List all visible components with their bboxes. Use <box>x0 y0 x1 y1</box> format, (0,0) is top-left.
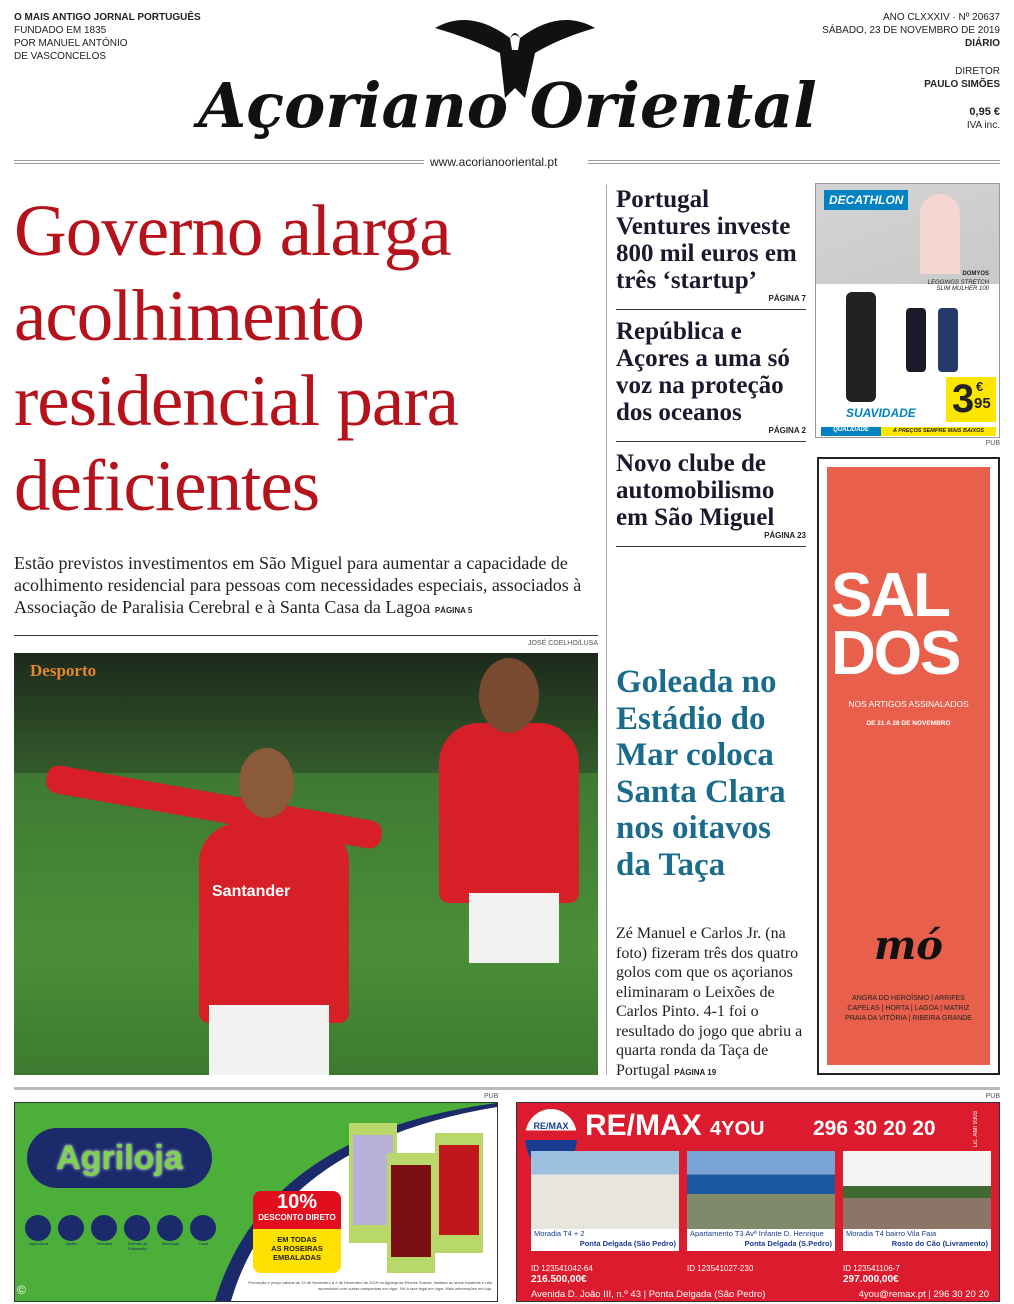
tax-note: IVA inc. <box>966 120 1000 131</box>
brief-3[interactable] <box>616 450 806 547</box>
page-ref: PÁGINA 23 <box>764 531 806 540</box>
issue-date: SÁBADO, 23 DE NOVEMBRO DE 2019 <box>822 25 1000 36</box>
rose-package <box>435 1133 483 1253</box>
summary-text: Estão previstos investimentos em São Miguel para aumentar a capacidade de acolhimento residencial para pessoas com necessidades especiais, associados à Associação de Paralisia Cerebral e à Santa Casa da Lagoa <box>14 553 582 617</box>
page-ref: PÁGINA 19 <box>674 1067 717 1077</box>
remax-brand: RE/MAX 4YOU <box>585 1109 765 1142</box>
saldos-panel <box>827 467 990 1065</box>
listing-id: ID 123541042-64 <box>531 1264 593 1273</box>
model-figure <box>920 194 960 274</box>
quality-bar: QUALIDADE <box>821 427 881 436</box>
section-label: Desporto <box>30 661 97 680</box>
header-left <box>14 11 201 63</box>
price-bar: A PREÇOS SEMPRE MAIS BAIXOS <box>881 427 996 436</box>
founded: FUNDADO EM 1835 <box>14 25 107 36</box>
director-label: DIRETOR <box>955 66 1000 77</box>
founder: DE VASCONCELOS <box>14 51 107 62</box>
player-shirt <box>439 723 579 903</box>
price: 0,95 € <box>969 106 1000 118</box>
decathlon-ad[interactable] <box>815 183 1000 438</box>
remax-contact[interactable]: 4you@remax.pt | 296 30 20 20 <box>858 1289 989 1300</box>
remax-balloon-logo: RE/MAX <box>525 1109 577 1171</box>
category-label: Jardim <box>65 1241 78 1246</box>
listing-card[interactable]: Moradia T4 bairro Vila Faia Rosto do Cão (Livramento) <box>843 1151 991 1251</box>
brief-headline: Novo clube de automobilismo em São Miguel <box>616 450 775 531</box>
saldos-dates: DE 21 A 28 DE NOVEMBRO <box>866 720 951 727</box>
divider <box>588 160 1000 164</box>
saldos-subtitle: NOS ARTIGOS ASSINALADOS <box>848 699 969 709</box>
saldos-ad[interactable] <box>817 457 1000 1075</box>
headline-line: acolhimento <box>14 275 364 356</box>
player-shirt <box>199 823 349 1023</box>
mo-logo: mó <box>873 922 943 969</box>
page-ref: PÁGINA 2 <box>768 426 806 435</box>
decathlon-logo: DECATHLON <box>824 190 908 210</box>
briefs-column <box>616 186 806 555</box>
divider <box>14 1087 1000 1090</box>
divider <box>14 635 598 636</box>
listing-price: 216.500,00€ <box>531 1274 587 1285</box>
listing-card[interactable]: Moradia T4 + 2 Ponta Delgada (São Pedro) <box>531 1151 679 1251</box>
director-name: PAULO SIMÕES <box>924 79 1000 90</box>
leggings-image <box>938 308 958 372</box>
category-label: Animais de Estimação <box>127 1241 148 1251</box>
leggings-image <box>906 308 926 372</box>
tagline: O MAIS ANTIGO JORNAL PORTUGUÊS <box>14 12 201 23</box>
brief-headline: República e Açores a uma só voz na proteção dos oceanos <box>616 318 790 426</box>
discount-badge: 10% DESCONTO DIRETO EM TODAS AS ROSEIRAS EMBALADAS <box>253 1191 341 1273</box>
slogan: SUAVIDADE <box>846 406 916 420</box>
page-ref: PÁGINA 7 <box>768 294 806 303</box>
frequency: DIÁRIO <box>965 38 1000 49</box>
listing-id: ID 123541027-230 <box>687 1264 754 1273</box>
lead-summary <box>14 552 604 622</box>
rose-package <box>387 1153 435 1273</box>
sport-photo[interactable] <box>14 653 598 1075</box>
pub-label: PUB <box>985 1093 1000 1100</box>
pub-label: PUB <box>985 440 1000 447</box>
store-list: ANGRA DO HEROÍSMO | ARRIFES CAPELAS | HORTA | LAGOA | MATRIZ PRAIA DA VITÓRIA | RIBEIRA GRANDE <box>845 995 972 1022</box>
brief-headline: Portugal Ventures investe 800 mil euros em três ‘startup’ <box>616 186 797 294</box>
player-shorts <box>469 893 559 963</box>
fine-print: Promoção e preço válidos de 12 de Novembro a 2 de Dezembro de 2019 na Agriloja da Ribeira Grande, limitado ao stock existente e não acumulável com outras campanhas em vigor. IVA à taxa legal em vigor. Mais informações em loja. <box>248 1280 492 1291</box>
brief-1[interactable] <box>616 186 806 310</box>
body-text: Zé Manuel e Carlos Jr. (na foto) fizeram três dos quatro golos com que os açorianos eliminaram o Leixões de Carlos Pinto. 4-1 foi o resultado do jogo que abriu a quarta ronda da Taça de Portugal <box>616 925 803 1079</box>
masthead-logo: Açoriano Oriental <box>198 69 817 142</box>
saldos-title: SAL DOS <box>831 561 960 688</box>
agriloja-ad[interactable] <box>14 1102 498 1302</box>
page-ref: PÁGINA 5 <box>434 606 473 615</box>
founder: POR MANUEL ANTÓNIO <box>14 38 128 49</box>
issue-number: ANO CLXXXIV · Nº 20637 <box>882 12 1000 23</box>
product-brand: DOMYOS <box>962 271 989 277</box>
pub-label: PUB <box>484 1093 499 1100</box>
agriloja-logo: Agriloja <box>27 1128 212 1188</box>
listing-card[interactable]: Apartamento T3 Avª Infante D. Henrique Ponta Delgada (S.Pedro) <box>687 1151 835 1251</box>
player-shorts <box>209 1005 329 1075</box>
product-name: LEGGINGS STRETCH SLIM MULHER 100 <box>927 280 989 292</box>
category-label: Pecuária <box>96 1241 113 1246</box>
sponsor-text: Santander <box>212 883 291 900</box>
lead-headline[interactable] <box>14 188 604 528</box>
headline-line: Governo alarga <box>14 190 451 271</box>
headline-line: residencial para <box>14 360 459 441</box>
sport-body <box>616 924 806 1082</box>
leggings-image <box>846 292 876 402</box>
divider <box>14 160 424 164</box>
copyright-icon: © <box>17 1283 26 1297</box>
license: Lic. AMI 9303 <box>973 1111 979 1148</box>
brief-2[interactable] <box>616 318 806 442</box>
sport-headline[interactable]: Goleada no Estádio do Mar coloca Santa Clara nos oitavos da Taça <box>616 664 786 883</box>
category-label: Agricultura <box>28 1241 49 1246</box>
category-icons <box>25 1215 217 1251</box>
website-link[interactable]: www.acorianooriental.pt <box>430 155 558 169</box>
remax-phone[interactable]: 296 30 20 20 <box>813 1117 936 1140</box>
player-head <box>479 658 539 733</box>
player-head <box>239 748 294 818</box>
listing-id: ID 123541106-7 <box>843 1264 900 1273</box>
remax-ad[interactable] <box>516 1102 1000 1302</box>
column-divider <box>606 185 607 1075</box>
listing-price: 297.000,00€ <box>843 1274 899 1285</box>
category-label: Bricolage <box>162 1241 179 1246</box>
category-label: Casa <box>198 1241 209 1246</box>
headline-line: deficientes <box>14 445 320 526</box>
remax-address: Avenida D. João III, n.º 43 | Ponta Delgada (São Pedro) <box>531 1289 766 1300</box>
price-tag: 3 € 95 <box>946 377 996 422</box>
photo-credit: JOSÉ COELHO/LUSA <box>527 640 598 647</box>
